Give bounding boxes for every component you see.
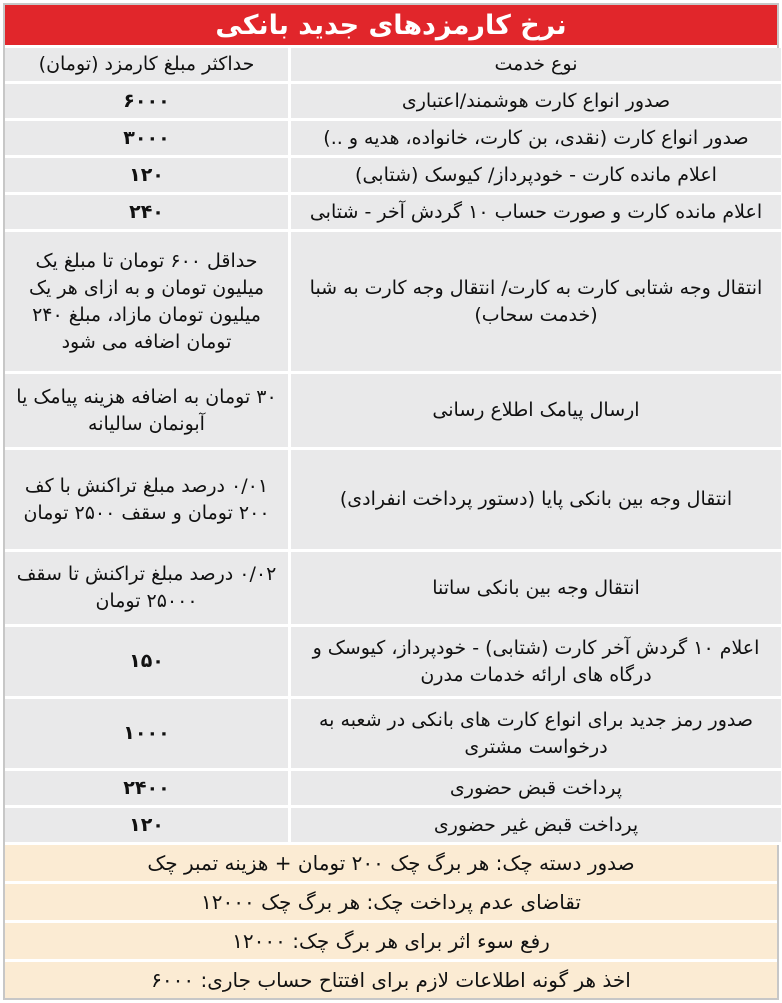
table-row <box>5 808 781 845</box>
fee-cell: حداقل ۶۰۰ تومان تا مبلغ یک میلیون تومان و به ازای هر یک میلیون تومان مازاد، مبلغ ۲۴۰ تومان اضافه می شود <box>5 232 288 374</box>
fee-cell: ۱۲۰ <box>5 808 288 845</box>
table-row <box>5 450 781 552</box>
service-cell: انتقال وجه شتابی کارت به کارت/ انتقال وجه کارت به شبا (خدمت سحاب) <box>288 232 781 374</box>
table-row <box>5 121 781 158</box>
table-header-row <box>5 48 781 84</box>
service-cell: اعلام مانده کارت - خودپرداز/ کیوسک (شتابی) <box>288 158 781 195</box>
table-row <box>5 699 781 771</box>
table-row <box>5 627 781 699</box>
service-cell: صدور انواع کارت (نقدی، بن کارت، خانواده، هدیه و ..) <box>288 121 781 158</box>
fee-cell: ۶۰۰۰ <box>5 84 288 121</box>
service-cell: پرداخت قبض حضوری <box>288 771 781 808</box>
service-column-header: نوع خدمت <box>288 48 781 84</box>
service-cell: اعلام مانده کارت و صورت حساب ۱۰ گردش آخر - شتابی <box>288 195 781 232</box>
fee-cell: ۳۰۰۰ <box>5 121 288 158</box>
fee-cell: ۰/۰۱ درصد مبلغ تراکنش با کف ۲۰۰ تومان و سقف ۲۵۰۰ تومان <box>5 450 288 552</box>
table-row <box>5 84 781 121</box>
service-cell: صدور رمز جدید برای انواع کارت های بانکی در شعبه به درخواست مشتری <box>288 699 781 771</box>
table-row <box>5 771 781 808</box>
service-cell: انتقال وجه بین بانکی ساتنا <box>288 552 781 627</box>
note-item: رفع سوء اثر برای هر برگ چک: ۱۲۰۰۰ <box>5 923 777 962</box>
table-row <box>5 232 781 374</box>
table-row <box>5 158 781 195</box>
fee-cell: ۲۴۰۰ <box>5 771 288 808</box>
note-item: صدور دسته چک: هر برگ چک ۲۰۰ تومان + هزینه تمبر چک <box>5 845 777 884</box>
fee-column-header: حداکثر مبلغ کارمزد (تومان) <box>5 48 288 84</box>
service-cell: انتقال وجه بین بانکی پایا (دستور پرداخت انفرادی) <box>288 450 781 552</box>
table-row <box>5 374 781 450</box>
check-fees-notes <box>5 845 777 998</box>
service-cell: پرداخت قبض غیر حضوری <box>288 808 781 845</box>
page-title: نرخ کارمزدهای جدید بانکی <box>5 5 777 48</box>
service-cell: اعلام ۱۰ گردش آخر کارت (شتابی) - خودپرداز، کیوسک و درگاه های ارائه خدمات مدرن <box>288 627 781 699</box>
fee-cell: ۱۲۰ <box>5 158 288 195</box>
fee-table-card <box>3 3 779 1000</box>
note-item: تقاضای عدم پرداخت چک: هر برگ چک ۱۲۰۰۰ <box>5 884 777 923</box>
service-cell: صدور انواع کارت هوشمند/اعتباری <box>288 84 781 121</box>
fee-cell: ۰/۰۲ درصد مبلغ تراکنش تا سقف ۲۵۰۰۰ تومان <box>5 552 288 627</box>
table-row <box>5 195 781 232</box>
fee-cell: ۲۴۰ <box>5 195 288 232</box>
fee-cell: ۱۰۰۰ <box>5 699 288 771</box>
table-row <box>5 552 781 627</box>
fee-cell: ۳۰ تومان به اضافه هزینه پیامک یا آبونمان سالیانه <box>5 374 288 450</box>
service-cell: ارسال پیامک اطلاع رسانی <box>288 374 781 450</box>
note-item: اخذ هر گونه اطلاعات لازم برای افتتاح حساب جاری: ۶۰۰۰ <box>5 962 777 998</box>
fee-cell: ۱۵۰ <box>5 627 288 699</box>
fee-table <box>5 48 781 845</box>
